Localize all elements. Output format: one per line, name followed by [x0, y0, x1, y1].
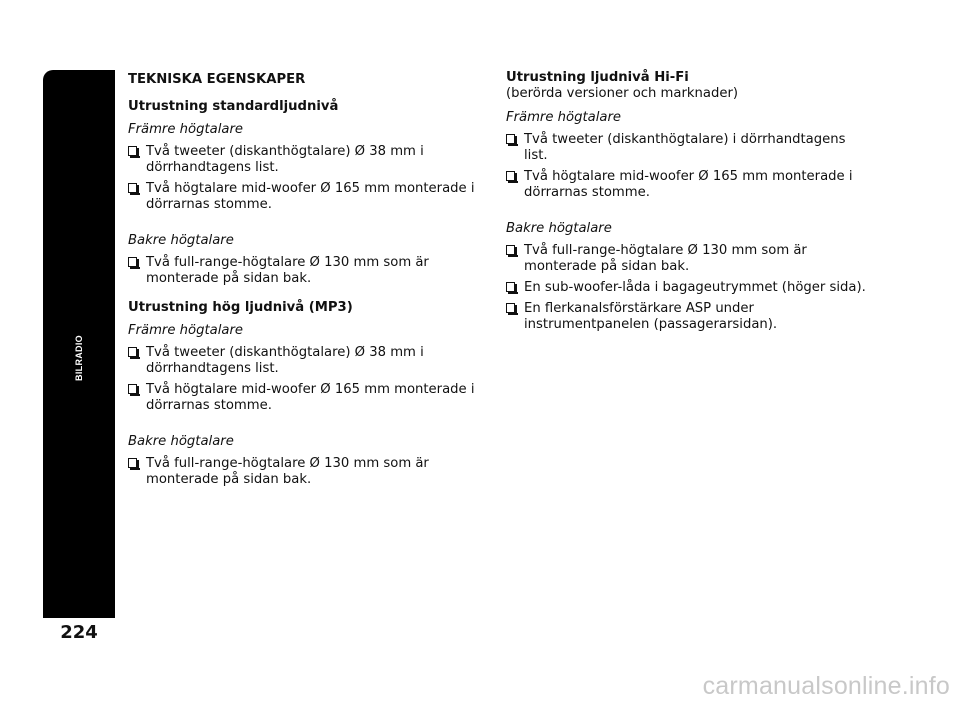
list-item: Två full-range-högtalare Ø 130 mm som är monterade på sidan bak. [128, 255, 483, 287]
section-heading-standard: Utrustning standardljudnivå [128, 99, 339, 114]
checkbox-bullet-icon [506, 171, 515, 181]
section-subheading: (berörda versioner och marknader) [506, 86, 739, 101]
checkbox-bullet-icon [128, 257, 137, 267]
front-speakers-label: Främre högtalare [506, 110, 621, 125]
list-item: Två tweeter (diskanthögtalare) Ø 38 mm i dörrhandtagens list. [128, 345, 483, 377]
checkbox-bullet-icon [128, 183, 137, 193]
list-item: Två tweeter (diskanthögtalare) Ø 38 mm i dörrhandtagens list. [128, 144, 483, 176]
checkbox-bullet-icon [128, 347, 137, 357]
left-column [128, 70, 483, 493]
page-number: 224 [60, 622, 98, 643]
checkbox-bullet-icon [506, 303, 515, 313]
section-side-label: BILRADIO [74, 335, 84, 381]
list-item: Två tweeter (diskanthögtalare) i dörrhandtagens list. [506, 132, 866, 164]
rear-speakers-label: Bakre högtalare [128, 233, 234, 248]
list-item: En sub-woofer-låda i bagageutrymmet (höger sida). [506, 280, 866, 296]
list-item: Två högtalare mid-woofer Ø 165 mm monterade i dörrarnas stomme. [128, 181, 483, 213]
page-title: TEKNISKA EGENSKAPER [128, 72, 306, 87]
list-item: En flerkanalsförstärkare ASP under instrumentpanelen (passagerarsidan). [506, 301, 866, 333]
watermark-text: carmanualsonline.info [702, 672, 950, 700]
checkbox-bullet-icon [128, 146, 137, 156]
list-item: Två högtalare mid-woofer Ø 165 mm monterade i dörrarnas stomme. [128, 382, 483, 414]
section-heading-mp3: Utrustning hög ljudnivå (MP3) [128, 300, 353, 315]
rear-speakers-label: Bakre högtalare [128, 434, 234, 449]
checkbox-bullet-icon [506, 134, 515, 144]
checkbox-bullet-icon [128, 458, 137, 468]
front-speakers-label: Främre högtalare [128, 122, 243, 137]
checkbox-bullet-icon [506, 282, 515, 292]
right-column [506, 70, 866, 338]
section-heading-hifi: Utrustning ljudnivå Hi-Fi [506, 70, 689, 85]
checkbox-bullet-icon [506, 245, 515, 255]
rear-speakers-label: Bakre högtalare [506, 221, 612, 236]
front-speakers-label: Främre högtalare [128, 323, 243, 338]
checkbox-bullet-icon [128, 384, 137, 394]
list-item: Två full-range-högtalare Ø 130 mm som är monterade på sidan bak. [506, 243, 866, 275]
list-item: Två full-range-högtalare Ø 130 mm som är monterade på sidan bak. [128, 456, 483, 488]
list-item: Två högtalare mid-woofer Ø 165 mm monterade i dörrarnas stomme. [506, 169, 866, 201]
